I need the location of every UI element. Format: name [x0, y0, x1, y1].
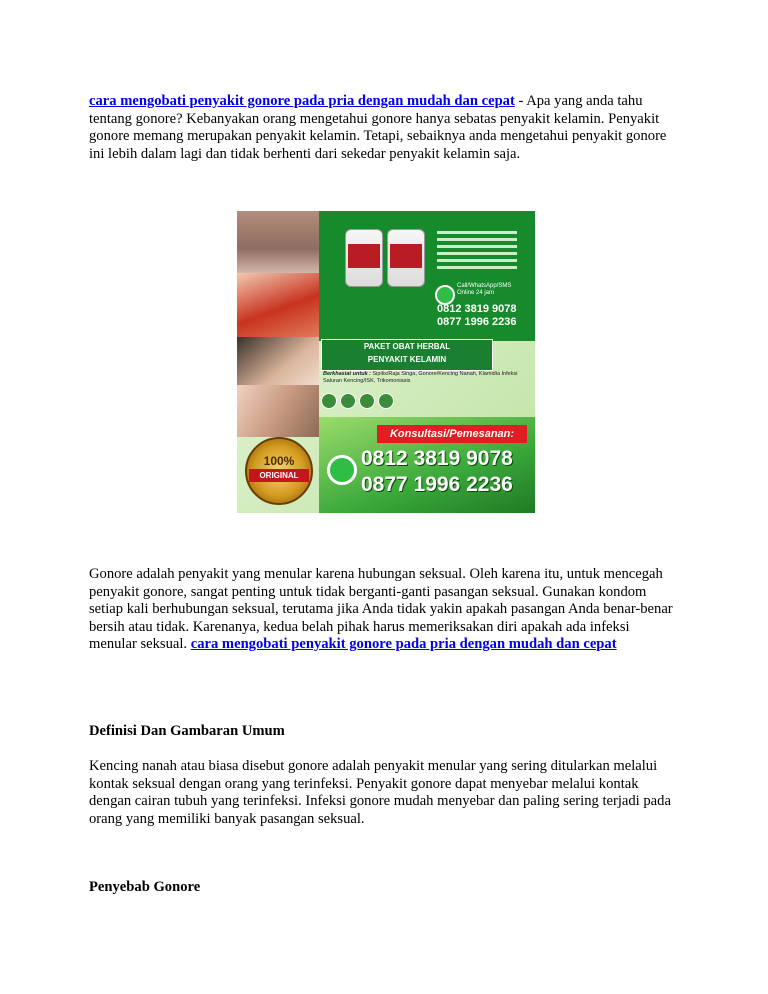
cert-logo-icon	[359, 393, 375, 409]
section-heading-penyebab: Penyebab Gonore	[89, 879, 201, 895]
original-seal-icon	[245, 437, 313, 505]
cert-logos	[321, 393, 397, 415]
intro-paragraph	[89, 93, 679, 163]
section-heading-definisi: Definisi Dan Gambaran Umum	[89, 723, 285, 739]
photo-4	[237, 385, 319, 437]
para2-text: Gonore adalah penyakit yang menular karena hubungan seksual. Oleh karena itu, untuk mencegah penyakit gonore, sangat penting untuk tidak berganti-ganti pasangan seksual. Gunakan kondom setiap kali berhubungan seksual, terutama jika Anda tidak yakin apakah pasangan Anda benar-benar bersih atau tidak. Karenanya, kedua belah pihak harus memeriksakan diri apakah ada infeksi menular seksual.	[89, 566, 673, 652]
seal-ribbon: ORIGINAL	[249, 469, 309, 482]
cert-logo-icon	[378, 393, 394, 409]
whatsapp-icon	[327, 455, 357, 485]
benefit-list: Sipilis/Raja Singa, Gonore/Kencing Nanah, Klamidia Infeksi Saluran Kencing/ISK, Trikomoniasis	[323, 371, 518, 384]
phone-small-2: 0877 1996 2236	[437, 316, 517, 328]
photo-2	[237, 273, 319, 337]
photo-1	[237, 211, 319, 273]
section1-paragraph: Kencing nanah atau biasa disebut gonore adalah penyakit menular yang sering ditularkan melalui kontak seksual dengan orang yang terinfeksi. Penyakit gonore dapat menyebar melalui kontak dengan cairan tubuh yang terinfeksi. Infeksi gonore mudah menyebar dan paling sering terjadi pada orang yang memiliki banyak pasangan seksual.	[89, 758, 671, 827]
phone-small-1: 0812 3819 9078	[437, 303, 517, 315]
consult-label: Konsultasi/Pemesanan:	[377, 425, 527, 443]
cert-logo-icon	[321, 393, 337, 409]
ingredient-list	[437, 227, 527, 273]
seal-percent: 100%	[263, 454, 295, 468]
phone-1: 0812 3819 9078	[361, 447, 513, 470]
banner-line-1: PAKET OBAT HERBAL	[363, 342, 451, 351]
benefit-text	[323, 371, 523, 385]
product-jar-2	[387, 229, 425, 287]
benefit-label: Berkhasiat untuk :	[323, 371, 371, 377]
photo-3	[237, 337, 319, 385]
phone-small	[437, 303, 517, 329]
product-jar-1	[345, 229, 383, 287]
para2-link[interactable]: cara mengobati penyakit gonore pada pria dengan mudah dan cepat	[190, 636, 617, 652]
cert-logo-icon	[340, 393, 356, 409]
product-ad-image	[237, 211, 535, 513]
banner-line-2: PENYAKIT KELAMIN	[367, 355, 447, 364]
contact-small: Call/WhatsApp/SMS Online 24 jam	[457, 283, 512, 296]
intro-link[interactable]: cara mengobati penyakit gonore pada pria dengan mudah dan cepat	[89, 93, 515, 109]
phone-2: 0877 1996 2236	[361, 473, 513, 496]
product-banner	[321, 339, 493, 371]
whatsapp-icon	[435, 285, 455, 305]
body-paragraph-2	[89, 566, 679, 654]
intro-text: - Apa yang anda tahu tentang gonore? Kebanyakan orang mengetahui gonore hanya sebatas penyakit kelamin. Penyakit gonore memang merupakan penyakit kelamin. Tetapi, sebaiknya anda mengetahui penyakit gonore ini lebih dalam lagi dan tidak berhenti dari sekedar penyakit kelamin saja.	[89, 93, 667, 162]
